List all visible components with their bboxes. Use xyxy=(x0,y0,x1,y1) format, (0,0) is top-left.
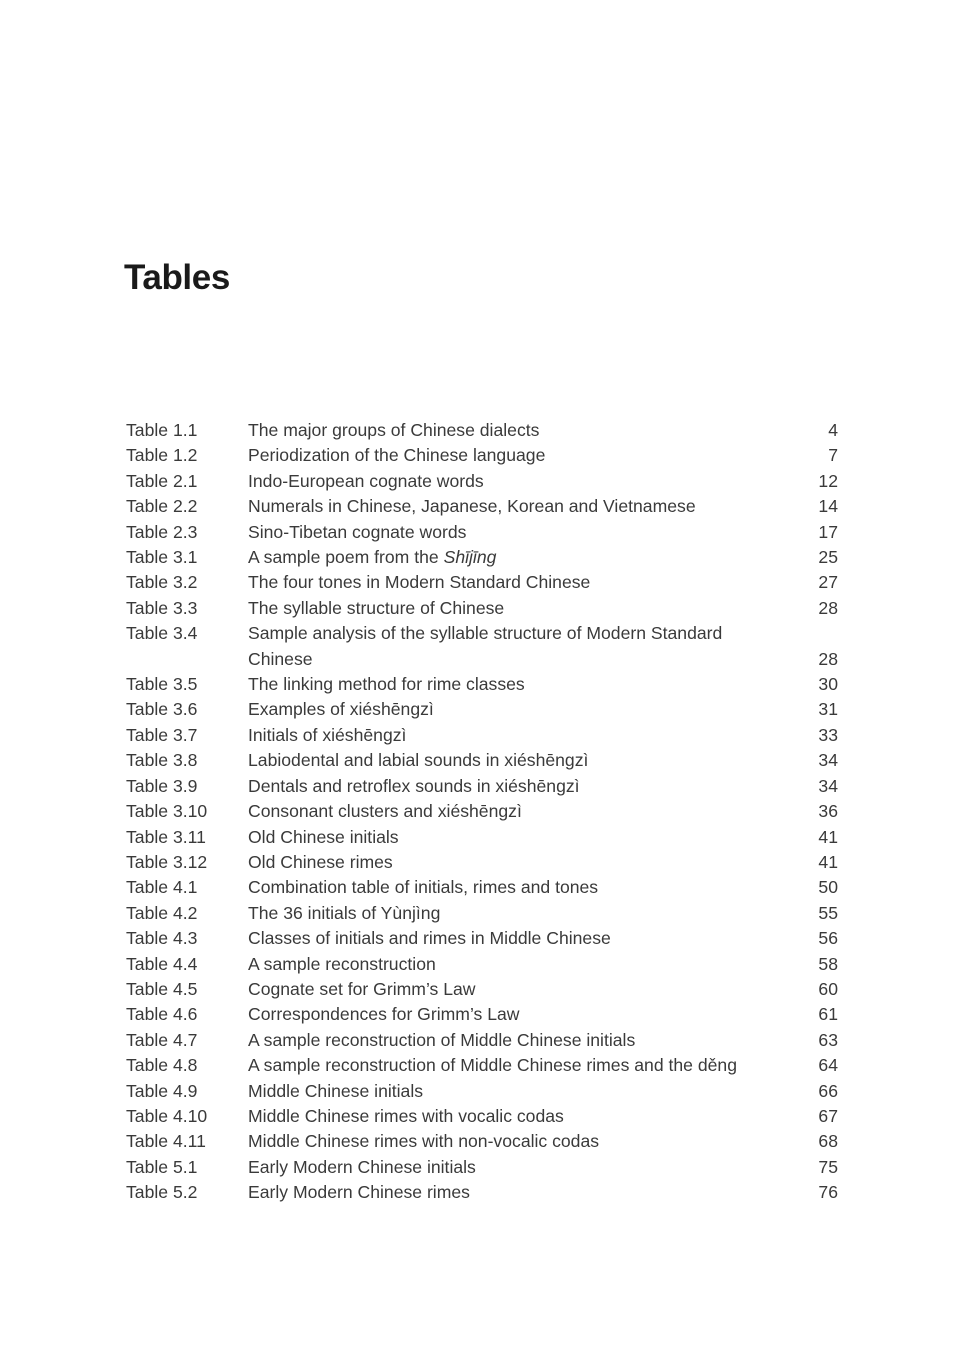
toc-entry[interactable] xyxy=(126,850,838,875)
toc-entry-title: Sample analysis of the syllable structure of Modern Standard Chinese xyxy=(248,623,723,669)
toc-entry-page-number: 50 xyxy=(818,877,838,898)
toc-entry-label: Table 4.6 xyxy=(126,1004,198,1025)
toc-entry-title: Correspondences for Grimm’s Law xyxy=(248,1004,520,1025)
toc-entry-page-number: 60 xyxy=(818,978,838,999)
toc-entry-page-number: 76 xyxy=(818,1182,838,1203)
toc-entry[interactable] xyxy=(126,418,838,443)
toc-entry-page-number: 34 xyxy=(818,750,838,771)
toc-entry-label: Table 2.1 xyxy=(126,470,198,491)
toc-entry[interactable] xyxy=(126,520,838,545)
toc-entry[interactable] xyxy=(126,545,838,570)
toc-entry-title: Middle Chinese rimes with vocalic codas xyxy=(248,1105,564,1126)
toc-entry[interactable] xyxy=(126,1028,838,1053)
toc-entry-label: Table 3.7 xyxy=(126,724,198,745)
toc-entry-title: Dentals and retroflex sounds in xiéshēngzì xyxy=(248,775,580,796)
toc-entry[interactable] xyxy=(126,748,838,773)
toc-entry-label: Table 4.10 xyxy=(126,1105,208,1126)
toc-entry-title: The 36 initials of Yùnjìng xyxy=(248,902,441,923)
toc-entry-label: Table 3.3 xyxy=(126,597,198,618)
toc-entry-label: Table 3.12 xyxy=(126,851,208,872)
toc-entry-title: The linking method for rime classes xyxy=(248,674,525,695)
toc-entry-page-number: 30 xyxy=(818,674,838,695)
toc-entry-title-text: A sample poem from the xyxy=(248,547,444,568)
toc-entry-label: Table 4.9 xyxy=(126,1080,198,1101)
toc-entry[interactable] xyxy=(126,952,838,977)
toc-entry-title: Initials of xiéshēngzì xyxy=(248,724,407,745)
toc-entry-page-number: 17 xyxy=(818,521,838,542)
toc-entry-page-number: 61 xyxy=(818,1004,838,1025)
toc-entry-title: Indo-European cognate words xyxy=(248,470,484,491)
toc-entry-label: Table 4.4 xyxy=(126,953,198,974)
toc-entry-title: A sample reconstruction xyxy=(248,953,436,974)
toc-entry-label: Table 3.2 xyxy=(126,572,198,593)
toc-entry-page-number: 36 xyxy=(818,801,838,822)
toc-entry-title: Old Chinese initials xyxy=(248,826,399,847)
toc-entry-title: Numerals in Chinese, Japanese, Korean and Vietnamese xyxy=(248,496,696,517)
toc-entry-page-number: 12 xyxy=(818,470,838,491)
toc-entry[interactable] xyxy=(126,926,838,951)
toc-entry-title: Sino-Tibetan cognate words xyxy=(248,521,467,542)
toc-entry-title: The syllable structure of Chinese xyxy=(248,597,505,618)
toc-entry-title: A sample reconstruction of Middle Chinese initials xyxy=(248,1029,636,1050)
toc-entry-page-number: 66 xyxy=(818,1080,838,1101)
toc-entry[interactable] xyxy=(126,977,838,1002)
toc-entry-title: Examples of xiéshēngzì xyxy=(248,699,434,720)
toc-entry[interactable] xyxy=(126,1180,838,1205)
toc-entry-page-number: 63 xyxy=(818,1029,838,1050)
toc-entry-label: Table 4.11 xyxy=(126,1131,206,1152)
toc-entry-page-number: 28 xyxy=(818,648,838,669)
toc-entry-page-number: 27 xyxy=(818,572,838,593)
toc-entry-label: Table 5.2 xyxy=(126,1182,198,1203)
toc-entry-page-number: 28 xyxy=(818,597,838,618)
toc-entry-page-number: 34 xyxy=(818,775,838,796)
toc-entry[interactable] xyxy=(126,1155,838,1180)
toc-entry-title: Cognate set for Grimm’s Law xyxy=(248,978,476,999)
toc-entry-title: Early Modern Chinese rimes xyxy=(248,1182,470,1203)
toc-entry-title-italic: Shījīng xyxy=(443,547,497,568)
toc-entry-page-number: 67 xyxy=(818,1105,838,1126)
toc-entry-label: Table 3.9 xyxy=(126,775,198,796)
toc-entry[interactable] xyxy=(126,697,838,722)
toc-entry-title: Labiodental and labial sounds in xiéshēngzì xyxy=(248,750,589,771)
toc-entry-title xyxy=(248,545,796,570)
toc-entry-label: Table 3.10 xyxy=(126,801,208,822)
toc-entry-page-number: 64 xyxy=(818,1055,838,1076)
toc-entry-title: Consonant clusters and xiéshēngzì xyxy=(248,801,522,822)
toc-entry-label: Table 1.2 xyxy=(126,445,198,466)
toc-entry-title: Old Chinese rimes xyxy=(248,851,393,872)
toc-entry-label: Table 4.3 xyxy=(126,928,198,949)
toc-entry-title: The four tones in Modern Standard Chinese xyxy=(248,572,591,593)
toc-entry[interactable] xyxy=(126,1104,838,1129)
toc-entry-title: Middle Chinese initials xyxy=(248,1080,424,1101)
toc-entry[interactable] xyxy=(126,799,838,824)
toc-entry-label: Table 3.8 xyxy=(126,750,198,771)
toc-entry[interactable] xyxy=(126,443,838,468)
toc-entry-label: Table 4.7 xyxy=(126,1029,198,1050)
toc-entry[interactable] xyxy=(126,596,838,621)
toc-entry-label: Table 2.3 xyxy=(126,521,198,542)
table-of-tables-list xyxy=(126,418,838,1206)
toc-entry[interactable] xyxy=(126,723,838,748)
page-title: Tables xyxy=(124,258,230,298)
toc-entry[interactable] xyxy=(126,1079,838,1104)
toc-entry-label: Table 2.2 xyxy=(126,496,198,517)
toc-entry-label: Table 4.5 xyxy=(126,978,198,999)
toc-entry[interactable] xyxy=(126,469,838,494)
toc-entry-title: Middle Chinese rimes with non-vocalic codas xyxy=(248,1131,600,1152)
toc-entry[interactable] xyxy=(126,774,838,799)
toc-entry-title: Early Modern Chinese initials xyxy=(248,1156,476,1177)
toc-entry-page-number: 56 xyxy=(818,928,838,949)
toc-entry-title: A sample reconstruction of Middle Chinese rimes and the děng xyxy=(248,1055,737,1076)
toc-entry-title: Classes of initials and rimes in Middle Chinese xyxy=(248,928,611,949)
toc-entry-label: Table 1.1 xyxy=(126,420,198,440)
toc-entry-label: Table 3.1 xyxy=(126,547,198,568)
toc-entry-page-number: 7 xyxy=(828,445,838,466)
toc-entry-page-number: 14 xyxy=(818,496,838,517)
toc-entry-page-number: 41 xyxy=(818,851,838,872)
toc-entry[interactable] xyxy=(126,621,838,672)
toc-entry-label: Table 3.5 xyxy=(126,674,198,695)
toc-entry[interactable] xyxy=(126,494,838,519)
toc-entry-title: The major groups of Chinese dialects xyxy=(248,420,540,440)
toc-entry-page-number: 75 xyxy=(818,1156,838,1177)
toc-entry[interactable] xyxy=(126,1053,838,1078)
toc-entry-label: Table 3.6 xyxy=(126,699,198,720)
toc-entry-label: Table 4.1 xyxy=(126,877,198,898)
toc-entry-label: Table 3.4 xyxy=(126,623,198,644)
toc-entry-page-number: 25 xyxy=(818,547,838,568)
toc-entry-page-number: 33 xyxy=(818,724,838,745)
toc-entry[interactable] xyxy=(126,672,838,697)
toc-entry[interactable] xyxy=(126,901,838,926)
toc-entry-page-number: 4 xyxy=(828,420,838,440)
toc-entry-label: Table 4.8 xyxy=(126,1055,198,1076)
toc-entry-page-number: 55 xyxy=(818,902,838,923)
toc-entry-page-number: 41 xyxy=(818,826,838,847)
toc-entry-page-number: 68 xyxy=(818,1131,838,1152)
toc-entry-title: Combination table of initials, rimes and tones xyxy=(248,877,599,898)
toc-entry-page-number: 31 xyxy=(818,699,838,720)
toc-entry[interactable] xyxy=(126,875,838,900)
toc-entry-label: Table 4.2 xyxy=(126,902,198,923)
toc-entry-label: Table 3.11 xyxy=(126,826,206,847)
toc-entry-page-number: 58 xyxy=(818,953,838,974)
toc-entry-label: Table 5.1 xyxy=(126,1156,198,1177)
toc-entry[interactable] xyxy=(126,1002,838,1027)
toc-entry[interactable] xyxy=(126,825,838,850)
toc-entry[interactable] xyxy=(126,1129,838,1154)
toc-entry[interactable] xyxy=(126,570,838,595)
toc-entry-title: Periodization of the Chinese language xyxy=(248,445,546,466)
